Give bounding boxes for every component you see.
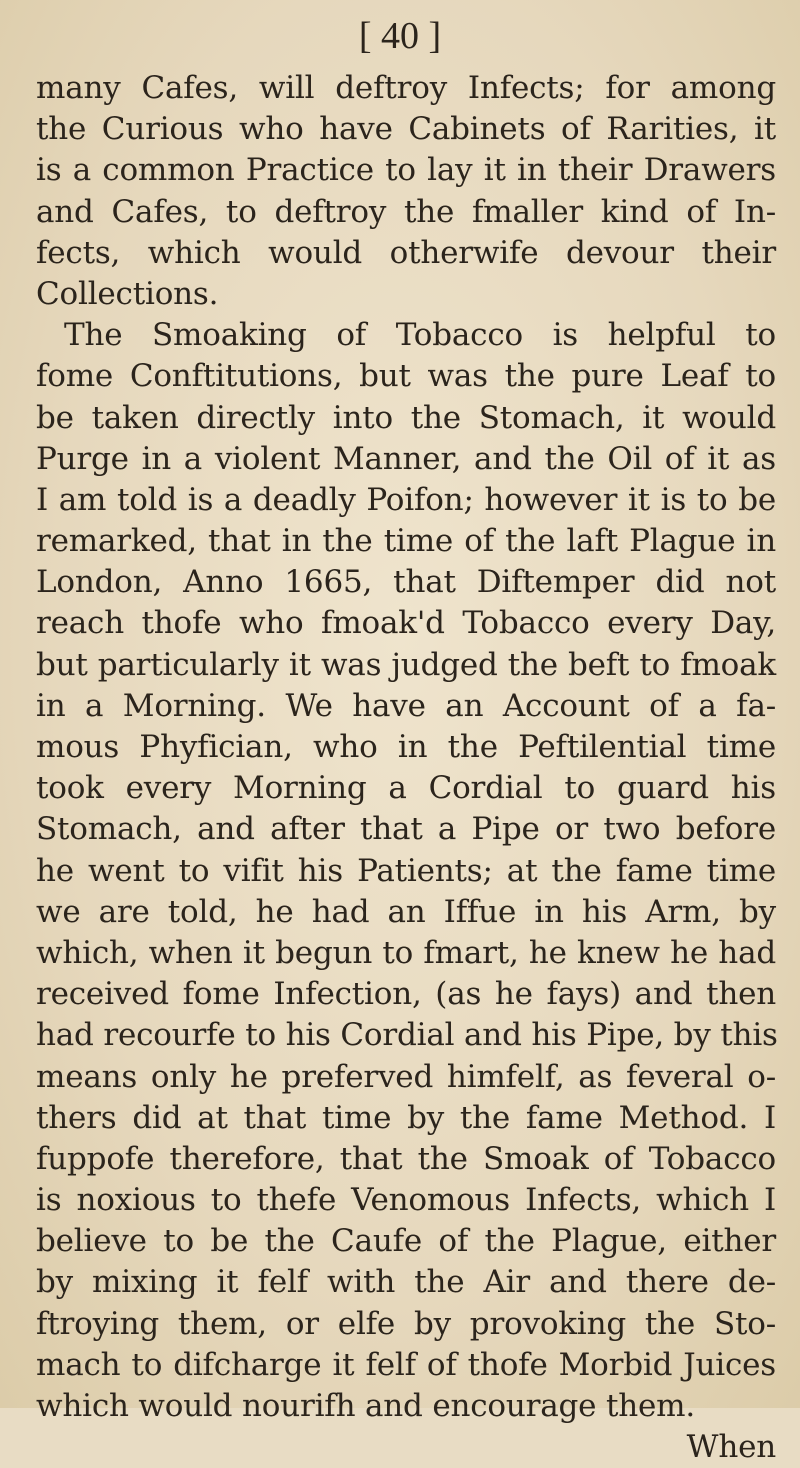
text-line: fome Conftitutions, but was the pure Leaf to xyxy=(36,358,776,395)
text-line: London, Anno 1665, that Diftemper did not xyxy=(36,564,776,601)
text-line: is noxious to thefe Venomous Infects, which I xyxy=(36,1182,776,1219)
page-number: [ 40 ] xyxy=(358,15,442,57)
text-line: many Cafes, will deftroy Infects; for among xyxy=(36,70,776,106)
text-line: I am told is a deadly Poifon; however it is to be xyxy=(36,481,776,518)
text-line: fects, which would otherwife devour their xyxy=(36,234,776,271)
text-line: but particularly it was judged the beft to fmoak xyxy=(36,646,776,683)
text-line: mach to difcharge it felf of thofe Morbid Juices xyxy=(36,1346,776,1383)
text-line: believe to be the Caufe of the Plague, either xyxy=(36,1223,776,1260)
text-line: received fome Infection, (as he fays) and then xyxy=(36,976,776,1013)
text-line: Collections. xyxy=(36,275,219,312)
text-line: remarked, that in the time of the laft Plague in xyxy=(36,523,776,560)
text-line: ftroying them, or elfe by provoking the Sto- xyxy=(36,1305,776,1342)
text-line: mous Phyfician, who in the Peftilential time xyxy=(36,729,776,765)
text-line: had recourfe to his Cordial and his Pipe, by this xyxy=(36,1017,778,1054)
catchword: When xyxy=(686,1429,776,1466)
text-line: thers did at that time by the fame Method. I xyxy=(36,1099,776,1136)
text-line: in a Morning. We have an Account of a fa- xyxy=(36,687,776,724)
text-line: Stomach, and after that a Pipe or two before xyxy=(36,811,776,848)
text-line: we are told, he had an Iffue in his Arm, by xyxy=(36,893,776,930)
text-line: reach thofe who fmoak'd Tobacco every Day, xyxy=(36,605,776,642)
text-line: The Smoaking of Tobacco is helpful to xyxy=(64,317,776,354)
text-line: by mixing it felf with the Air and there de- xyxy=(36,1264,776,1301)
text-line: and Cafes, to deftroy the fmaller kind of In- xyxy=(36,193,776,230)
text-line: the Curious who have Cabinets of Rarities, it xyxy=(36,111,776,148)
body-text xyxy=(36,68,776,1468)
text-line: he went to vifit his Patients; at the fame time xyxy=(36,852,776,889)
text-line: took every Morning a Cordial to guard his xyxy=(36,770,776,807)
text-line: means only he preferved himfelf, as feveral o- xyxy=(36,1058,776,1095)
text-line: fuppofe therefore, that the Smoak of Tobacco xyxy=(36,1140,776,1177)
text-line: Purge in a violent Manner, and the Oil of it as xyxy=(36,440,776,477)
text-line: be taken directly into the Stomach, it would xyxy=(36,399,776,436)
text-line: which, when it begun to fmart, he knew he had xyxy=(36,934,776,971)
text-line: which would nourifh and encourage them. xyxy=(36,1388,696,1424)
text-line: is a common Practice to lay it in their Drawers xyxy=(36,152,776,189)
